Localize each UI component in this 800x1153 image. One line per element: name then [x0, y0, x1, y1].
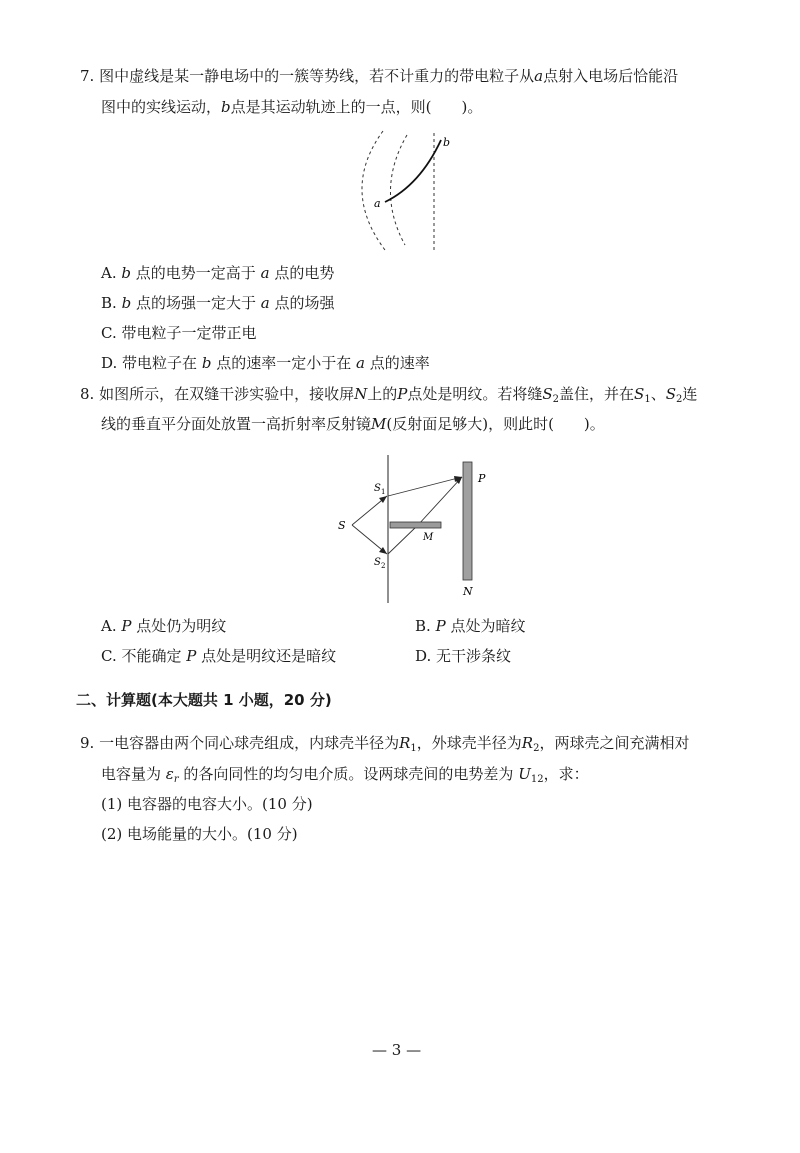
screen-n-label: N — [463, 585, 473, 598]
slit-s2-label: S — [374, 557, 381, 568]
equipotential-figure — [355, 125, 465, 255]
q8-option-b: B. P 点处为暗纹 — [415, 617, 526, 635]
q9-line-1: 9. 一电容器由两个同心球壳组成，内球壳半径为$R_1$，外球壳半径为$R_2$，两球壳之间充满相对 — [80, 734, 690, 754]
mirror-m — [390, 522, 441, 528]
q8-option-d: D. 无干涉条纹 — [415, 647, 512, 665]
q7-option-b: B. b 点的场强一定大于 a 点的场强 — [101, 294, 335, 312]
q8-line-1: 8. 如图所示，在双缝干涉实验中，接收屏N上的P点处是明纹。若将缝$S_2$盖住，并在$S_1$、$S_2$连 — [80, 385, 698, 405]
q9-sub-question-1: (1) 电容器的电容大小。(10 分) — [101, 795, 313, 813]
slit-s2-subscript: 2 — [381, 562, 386, 570]
q7-option-a: A. b 点的电势一定高于 a 点的电势 — [101, 264, 335, 282]
q8-option-c: C. 不能确定 P 点处是明纹还是暗纹 — [101, 647, 337, 665]
point-b-label: b — [443, 136, 451, 149]
q7-option-d: D. 带电粒子在 b 点的速率一定小于在 a 点的速率 — [101, 354, 430, 372]
equipotential-line-outer — [362, 131, 385, 250]
ray-s1-to-p — [388, 477, 462, 496]
slit-s1-subscript: 1 — [381, 488, 386, 496]
screen-pn — [463, 462, 472, 580]
source-s-label: S — [338, 519, 346, 532]
mirror-m-label: M — [423, 532, 434, 543]
q8-number: 8. — [80, 385, 95, 403]
q7-line-2: 图中的实线运动，b点是其运动轨迹上的一点，则( )。 — [101, 98, 483, 116]
point-p-label: P — [478, 472, 486, 485]
ray-s2-to-mirror — [388, 525, 418, 554]
q9-line-2: 电容量为 $\varepsilon_r$ 的各向同性的均匀电介质。设两球壳间的电势差为 $U_{12}$，求： — [101, 765, 589, 785]
q7-option-c: C. 带电粒子一定带正电 — [101, 324, 257, 342]
q8-line-2: 线的垂直平分面处放置一高折射率反射镜M(反射面足够大)，则此时( )。 — [101, 415, 605, 433]
point-a-label: a — [374, 197, 381, 210]
q9-sub-question-2: (2) 电场能量的大小。(10 分) — [101, 825, 298, 843]
q8-option-a: A. P 点处仍为明纹 — [101, 617, 227, 635]
page-number: — 3 — — [372, 1041, 422, 1059]
q7-line-1: 7. 图中虚线是某一静电场中的一簇等势线，若不计重力的带电粒子从a点射入电场后恰能沿 — [80, 67, 679, 85]
ray-mirror-to-p — [418, 477, 462, 525]
section-heading: 二、计算题(本大题共 1 小题，20 分) — [76, 691, 332, 709]
q7-number: 7. — [80, 67, 95, 85]
double-slit-figure — [330, 455, 500, 605]
slit-s1-label: S — [374, 483, 381, 494]
trajectory-curve — [385, 140, 441, 202]
q9-number: 9. — [80, 734, 95, 752]
